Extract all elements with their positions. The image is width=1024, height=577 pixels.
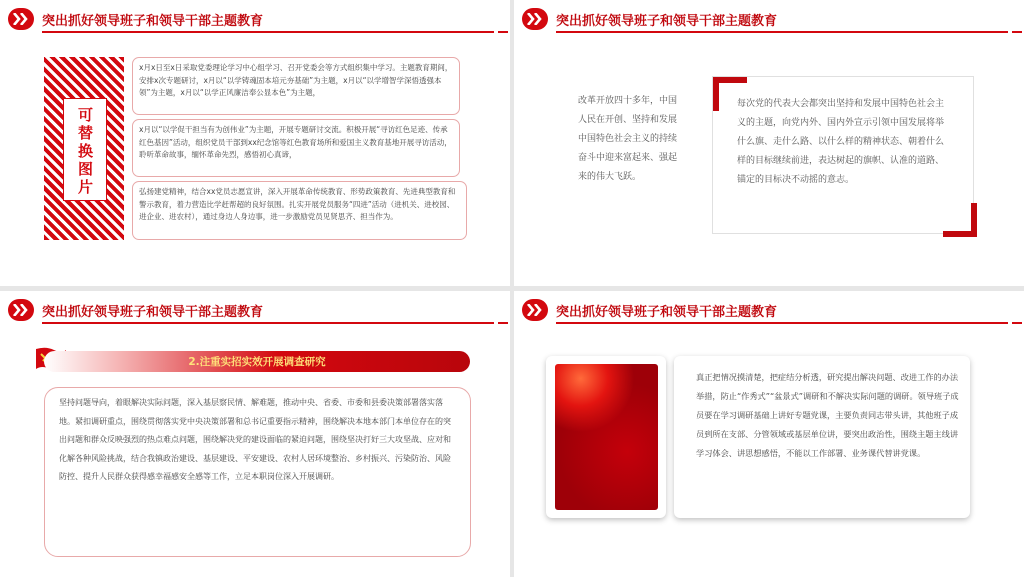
quote-text: 每次党的代表大会都突出坚持和发展中国特色社会主义的主题，向党内外、国内外宣示引领中国发展将举什么旗、走什么路、以什么样的精神状态、朝着什么样的目标继续前进，表达树起的旗帜、认准的道路、锚定的目标决不动摇的意志。 (737, 99, 945, 185)
double-chevron-icon (8, 8, 34, 30)
header-rule (42, 31, 494, 33)
slide-title: 突出抓好领导班子和领导干部主题教育 (42, 14, 264, 29)
text-box-1: x月x日至x日采取党委理论学习中心组学习、召开党委会等方式组织集中学习。主题教育期间，安排x次专题研讨，x月以“以学铸魂固本培元夯基础”为主题，x月以“以学增智学深悟透强本领”为主题，x月以“以学正风廉洁奉公显本色”为主题， (132, 57, 460, 115)
header-rule (556, 31, 1008, 33)
body-text: 坚持问题导向，着眼解决实际问题，深入基层察民情、解难题，推动中央、省委、市委和县委决策部署落实落地。紧扣调研重点，围绕贯彻落实党中央决策部署和总书记重要指示精神，围绕解决本地本部门本单位存在的突出问题和群众反映强烈的热点难点问题，围绕解决党的建设面临的紧迫问题，围绕坚决打好三大攻坚战、应对和化解各种风险挑战，结合我镇政治建设、基层建设、平安建设、农村人居环境整治、乡村振兴、污染防治、风险防控、提升人民群众获得感幸福感安全感等工作，立足本职岗位深入开展调研。 (59, 398, 451, 481)
red-abstract-image (555, 364, 658, 510)
double-chevron-icon (522, 299, 548, 321)
slide-title: 突出抓好领导班子和领导干部主题教育 (556, 14, 778, 29)
placeholder-label-box (63, 98, 107, 201)
image-card (546, 356, 666, 518)
text-box-2: x月以“以学促干担当有为创伟业”为主题，开展专题研讨交流。积极开展“寻访红色足迹、传承红色基因”活动，组织党员干部到xx纪念馆等红色教育场所和爱国主义教育基地开展寻访活动，聆听革命故事，缅怀革命先烈，感悟初心真谛， (132, 119, 460, 177)
section-banner-text: 2.注重实招实效开展调查研究 (188, 356, 326, 368)
placeholder-label: 可替换图片 (76, 107, 94, 197)
double-chevron-icon (522, 8, 548, 30)
slide-1[interactable] (0, 0, 510, 286)
section-banner (44, 351, 470, 372)
slide-title: 突出抓好领导班子和领导干部主题教育 (42, 305, 264, 320)
body-text: 真正把情况摸清楚，把症结分析透，研究提出解决问题、改进工作的办法举措，防止“作秀式”“盆景式”调研和不解决实际问题的调研。领导班子成员要在学习调研基础上讲好专题党课，主要负责同志带头讲，其他班子成员到所在支部、分管领域或基层单位讲，要突出政治性，围绕主题主线讲学习体会、讲思想感悟，不能以工作部署、业务课代替讲党课。 (696, 372, 959, 458)
header-rule (556, 322, 1008, 324)
slide-header (522, 8, 1018, 32)
slide-2[interactable] (514, 0, 1024, 286)
slide-3[interactable] (0, 291, 510, 577)
slide-header (8, 8, 504, 32)
quote-box (712, 76, 974, 234)
slide-header (522, 299, 1018, 323)
double-chevron-icon (8, 299, 34, 321)
text-card (674, 356, 970, 518)
image-placeholder[interactable] (44, 57, 124, 240)
slide-header (8, 299, 504, 323)
left-text: 改革开放四十多年，中国人民在开创、坚持和发展中国特色社会主义的持续奋斗中迎来富起来、强起来的伟大飞跃。 (578, 96, 678, 182)
header-rule (42, 322, 494, 324)
text-box-3: 弘扬建党精神，结合xx党员志愿宣讲，深入开展革命传统教育、形势政策教育、先进典型教育和警示教育，着力营造比学赶帮超的良好氛围。扎实开展党员服务“四进”活动（进机关、进校园、进企业、进农村），通过身边人身边事，进一步激励党员见贤思齐、担当作为。 (132, 181, 467, 240)
slide-title: 突出抓好领导班子和领导干部主题教育 (556, 305, 778, 320)
corner-bracket-bottom-right (943, 203, 977, 237)
slide-4[interactable] (514, 291, 1024, 577)
body-box (44, 387, 471, 557)
